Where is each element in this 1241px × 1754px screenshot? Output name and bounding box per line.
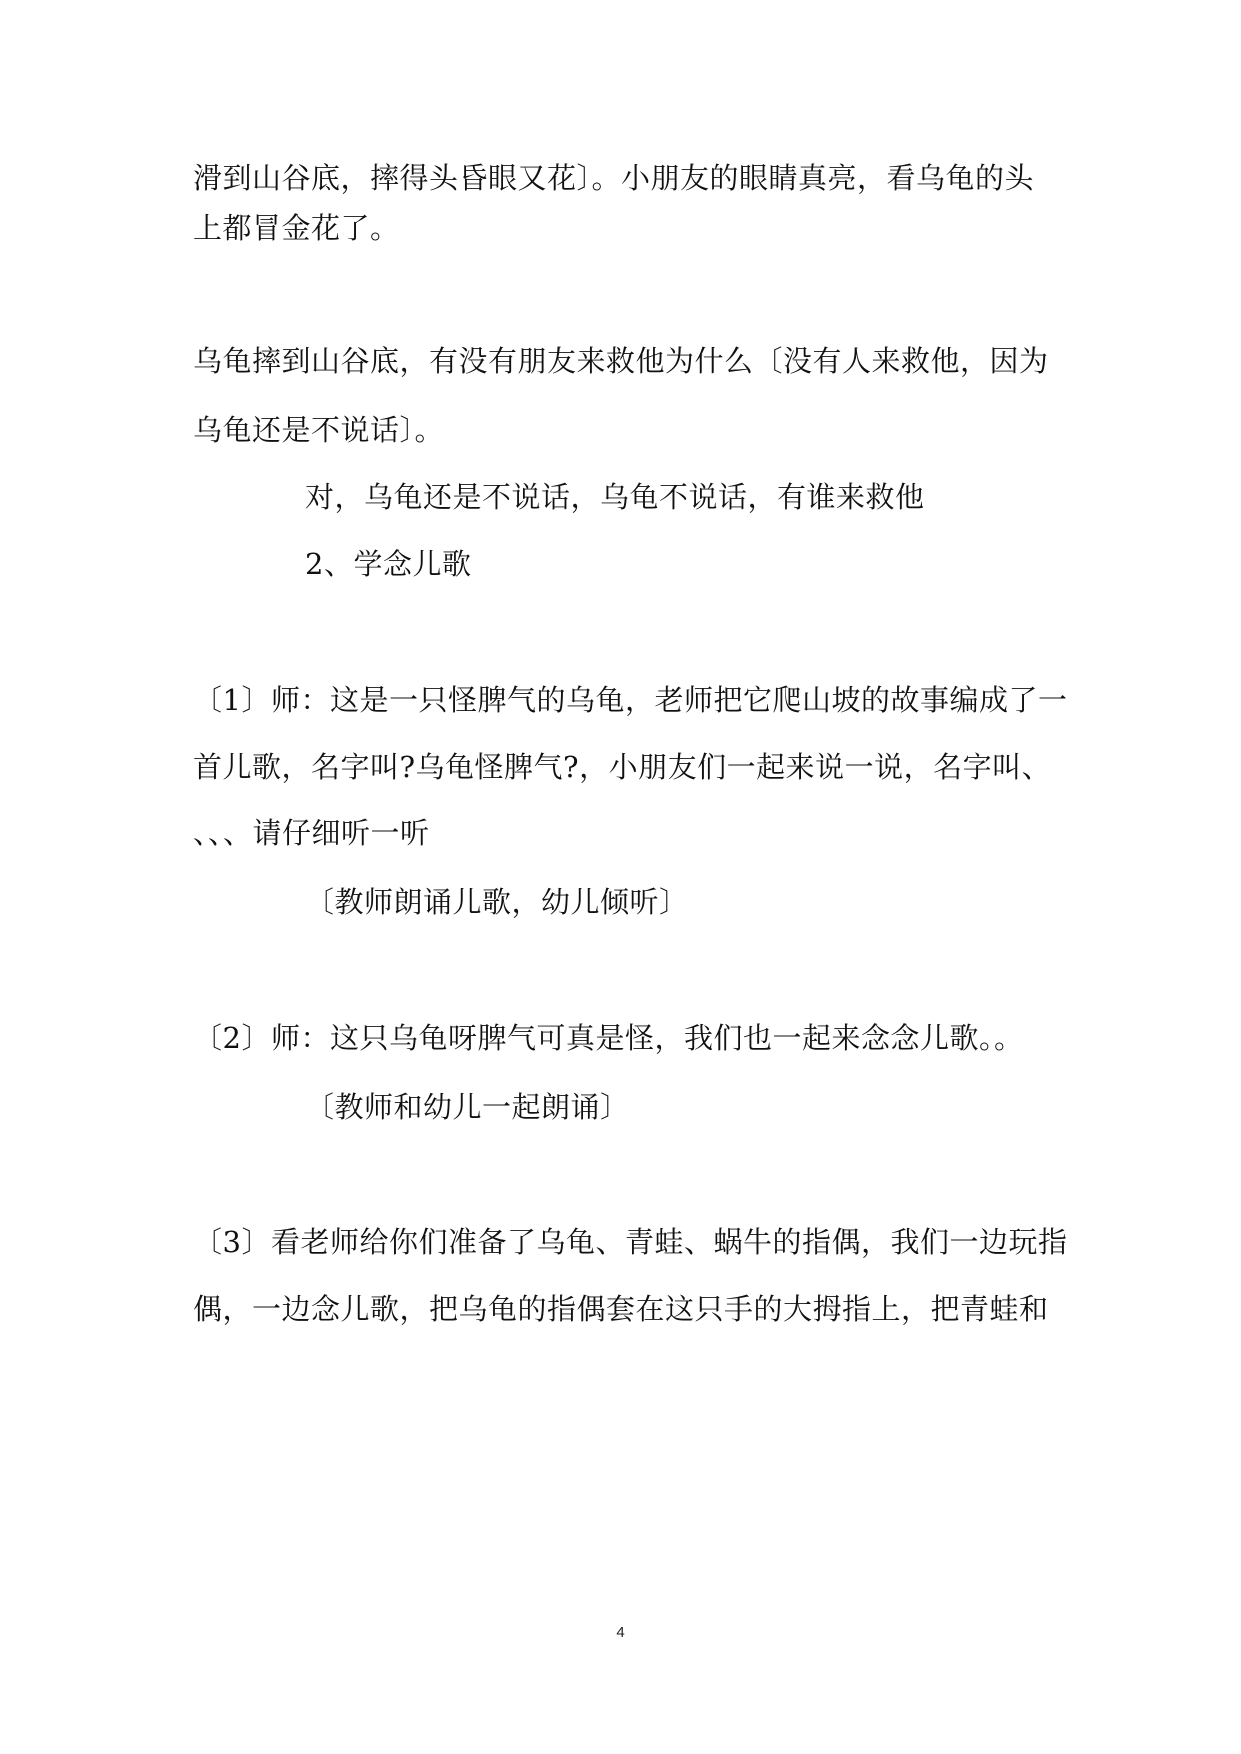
paragraph-line: 乌龟还是不说话〕。: [193, 413, 445, 447]
paragraph-line: 对，乌龟还是不说话，乌龟不说话，有谁来救他: [305, 480, 925, 514]
paragraph-line: 首儿歌，名字叫?乌龟怪脾气?，小朋友们一起来说一说，名字叫、: [193, 750, 1052, 784]
paragraph-line: 偶，一边念儿歌，把乌龟的指偶套在这只手的大拇指上，把青蛙和: [193, 1292, 1049, 1326]
paragraph-line: 〔1〕师：这是一只怪脾气的乌龟，老师把它爬山坡的故事编成了一: [193, 683, 1068, 717]
stage-direction: 〔教师和幼儿一起朗诵〕: [305, 1090, 630, 1124]
stage-direction: 〔教师朗诵儿歌，幼儿倾听〕: [305, 885, 689, 919]
paragraph-line: 乌龟摔到山谷底，有没有朋友来救他为什么〔没有人来救他，因为: [193, 344, 1049, 378]
paragraph-line: 、、、请仔细听一听: [193, 816, 430, 850]
page-number: 4: [616, 1624, 625, 1641]
paragraph-line: 〔2〕师：这只乌龟呀脾气可真是怪，我们也一起来念念儿歌。。: [193, 1021, 1024, 1055]
paragraph-line: 〔3〕看老师给你们准备了乌龟、青蛙、蜗牛的指偶，我们一边玩指: [193, 1225, 1068, 1259]
section-heading: 2、学念儿歌: [305, 547, 472, 581]
paragraph-line: 滑到山谷底，摔得头昏眼又花〕。小朋友的眼睛真亮，看乌龟的头: [193, 161, 1035, 195]
paragraph-line: 上都冒金花了。: [193, 211, 400, 245]
